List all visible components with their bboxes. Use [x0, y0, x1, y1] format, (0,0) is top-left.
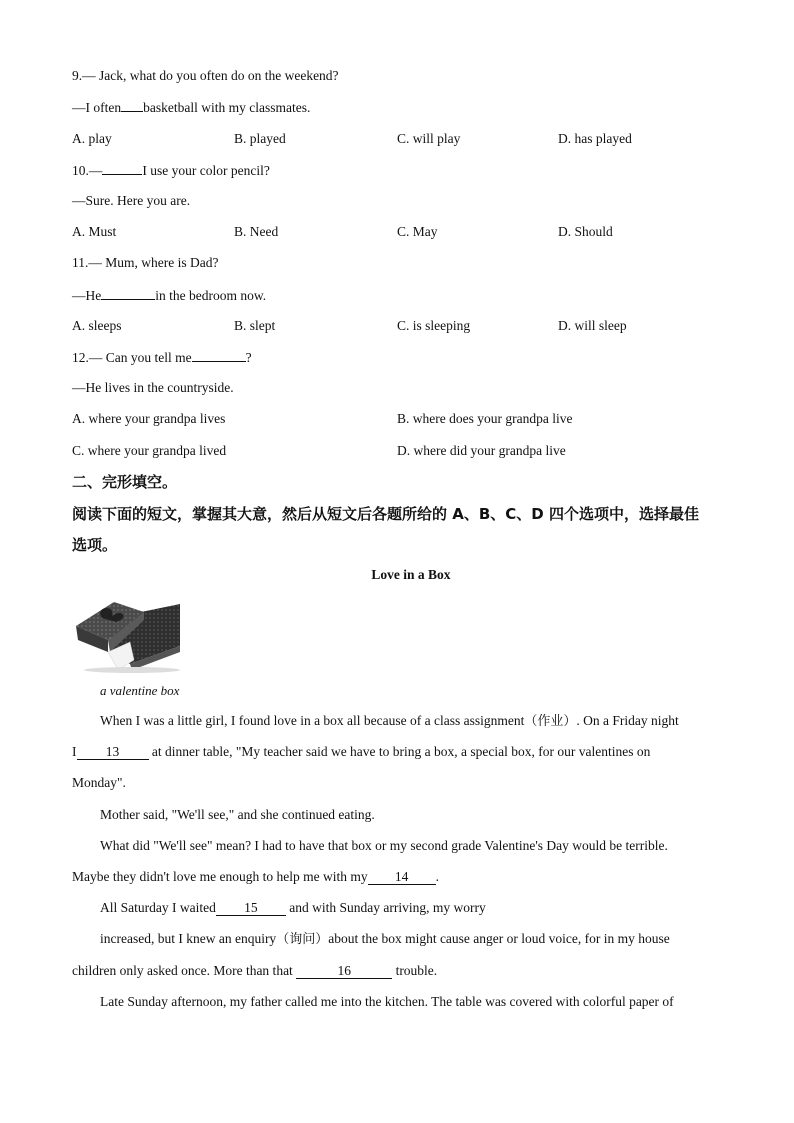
q12-option-a: A. where your grandpa lives: [72, 411, 226, 426]
q10-option-a: A. Must: [72, 224, 117, 239]
q11-answer: [72, 286, 266, 305]
q10-question-post: I use your color pencil?: [142, 163, 270, 178]
p5-line1: Late Sunday afternoon, my father called me into the kitchen. The table was covered with colorful paper of: [100, 994, 674, 1009]
p3-line2: [72, 868, 439, 886]
q9-answer-pre: —I often: [72, 100, 122, 115]
q10-question-pre: 10.—: [72, 163, 103, 178]
q11-option-a: A. sleeps: [72, 318, 122, 333]
blank-13: 13: [77, 745, 149, 760]
p1-line2-pre: I: [72, 744, 77, 759]
q9-answer-post: basketball with my classmates.: [143, 100, 311, 115]
q11-answer-pre: —He: [72, 288, 102, 303]
p1-line1: [100, 712, 679, 731]
q11-blank: [101, 286, 155, 300]
p4-line2-pre: increased, but I knew an enquiry: [100, 931, 277, 946]
q9-option-a: A. play: [72, 131, 112, 146]
q10-option-b: B. Need: [234, 224, 279, 239]
p4-line2-post: about the box might cause anger or loud voice, for in my house: [328, 931, 670, 946]
q11-option-c: C. is sleeping: [397, 318, 471, 333]
gift-box-image: [72, 596, 184, 674]
section-instruction-line1: 阅读下面的短文，掌握其大意，然后从短文后各题所给的 A、B、C、D 四个选项中，选择最佳: [72, 505, 699, 523]
blank-14: 14: [368, 870, 436, 885]
q11-question: 11.— Mum, where is Dad?: [72, 255, 219, 270]
q10-option-c: C. May: [397, 224, 438, 239]
q11-option-d: D. will sleep: [558, 318, 627, 333]
q9-option-d: D. has played: [558, 131, 632, 146]
q12-option-b: B. where does your grandpa live: [397, 411, 573, 426]
blank-15: 15: [216, 901, 286, 916]
q12-blank: [192, 348, 246, 362]
q12-answer: —He lives in the countryside.: [72, 380, 234, 395]
q9-option-c: C. will play: [397, 131, 461, 146]
q9-answer: [72, 98, 310, 117]
q9-question: 9.— Jack, what do you often do on the weekend?: [72, 68, 339, 83]
p1-line1-post: . On a Friday night: [576, 713, 679, 728]
image-caption: a valentine box: [100, 683, 180, 698]
p4-line2: [100, 930, 670, 949]
q11-answer-post: in the bedroom now.: [155, 288, 267, 303]
q12-question: [72, 348, 252, 367]
p3-line1: What did "We'll see" mean? I had to have that box or my second grade Valentine's Day would be terrible.: [100, 838, 668, 853]
p4-line3: [72, 962, 437, 980]
q12-question-pre: 12.— Can you tell me: [72, 350, 192, 365]
p3-line2-pre: Maybe they didn't love me enough to help me with my: [72, 869, 368, 884]
p1-line3: Monday".: [72, 775, 126, 790]
q12-option-c: C. where your grandpa lived: [72, 443, 227, 458]
p1-line1-gloss: （作业）: [524, 714, 577, 729]
q10-blank: [102, 161, 142, 175]
p1-line1-pre: When I was a little girl, I found love in a box all because of a class assignment: [100, 713, 525, 728]
p1-line2-post: at dinner table, "My teacher said we have to bring a box, a special box, for our valentines on: [151, 744, 651, 759]
p1-line2: [72, 743, 650, 761]
article-title: Love in a Box: [371, 567, 451, 582]
p4-line1-post: and with Sunday arriving, my worry: [289, 900, 486, 915]
p3-line2-post: .: [435, 869, 440, 884]
p4-line3-pre: children only asked once. More than that: [72, 963, 293, 978]
q12-option-d: D. where did your grandpa live: [397, 443, 566, 458]
q10-question: [72, 161, 270, 180]
q11-option-b: B. slept: [234, 318, 276, 333]
blank-16: 16: [296, 964, 392, 979]
q9-option-b: B. played: [234, 131, 286, 146]
p4-line1-pre: All Saturday I waited: [100, 900, 216, 915]
q10-option-d: D. Should: [558, 224, 613, 239]
p2: Mother said, "We'll see," and she continued eating.: [100, 807, 375, 822]
q10-answer: —Sure. Here you are.: [72, 193, 191, 208]
p4-line1: [100, 899, 486, 917]
q9-blank: [121, 98, 143, 112]
section-heading: 二、完形填空。: [72, 473, 178, 491]
q12-question-post: ?: [245, 350, 252, 365]
p4-line3-post: trouble.: [395, 963, 438, 978]
p4-line2-gloss: （询问）: [276, 932, 329, 947]
section-instruction-line2: 选项。: [72, 536, 118, 554]
